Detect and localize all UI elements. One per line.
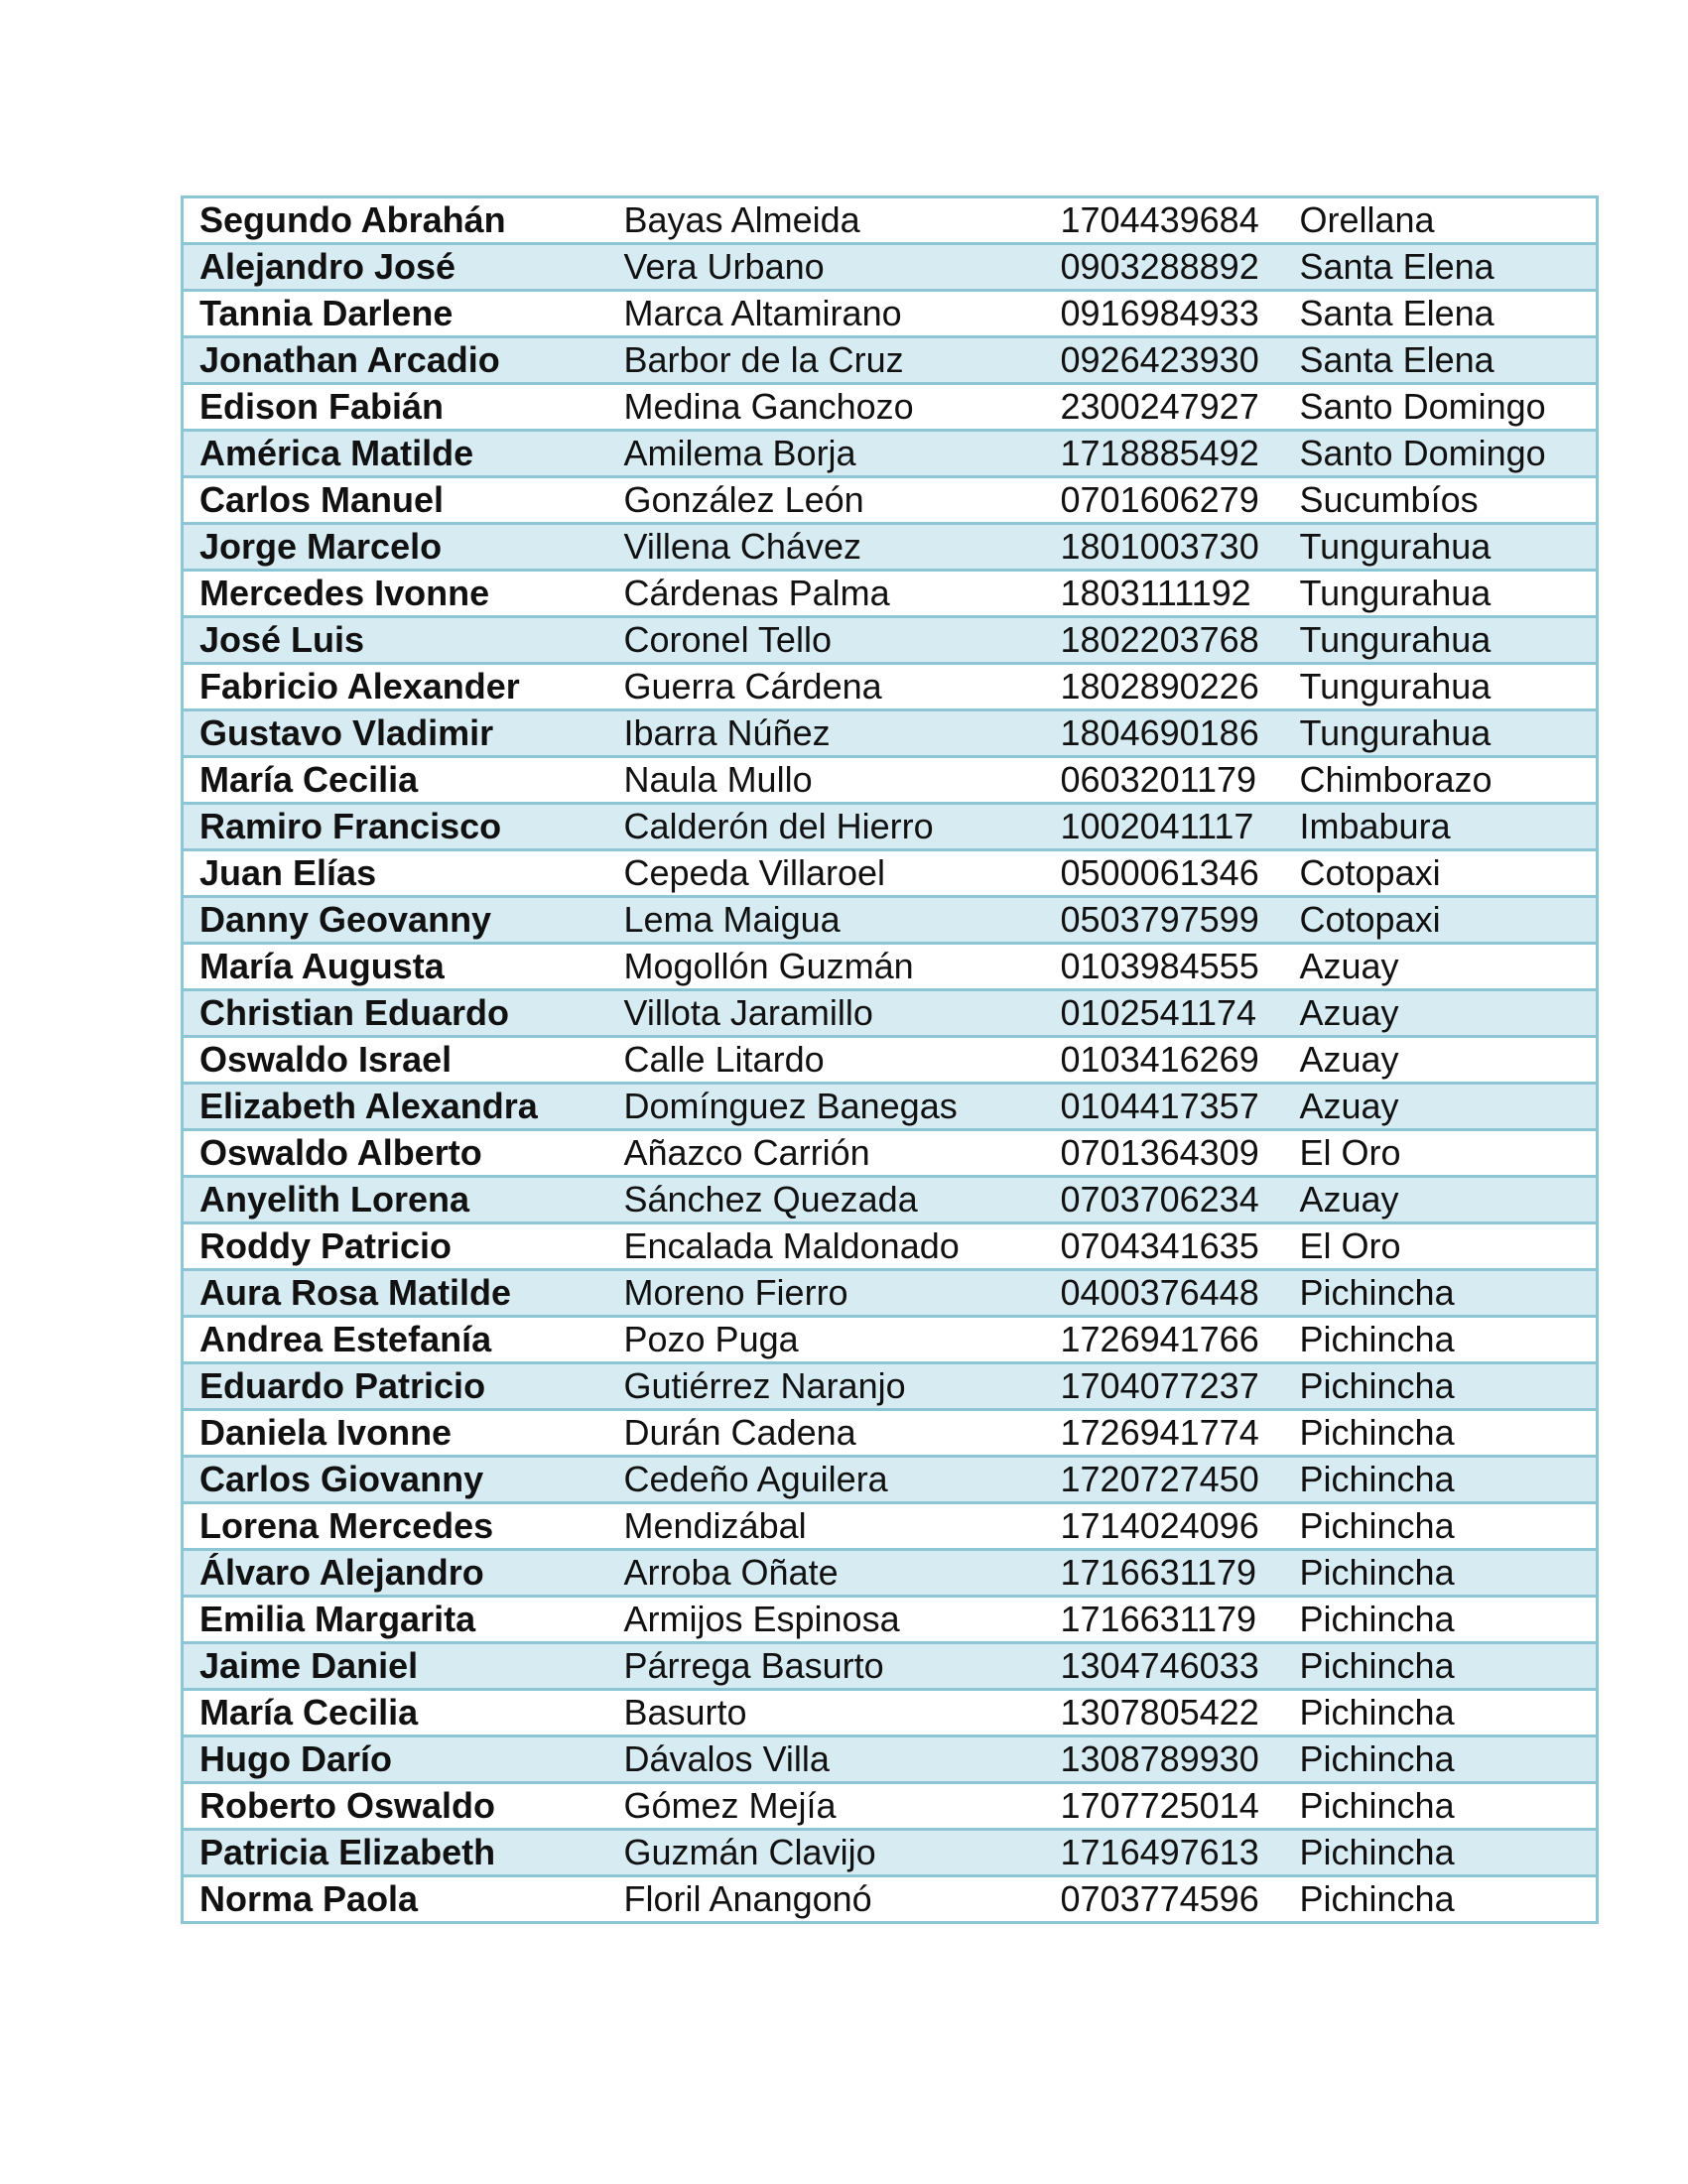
table-row (183, 477, 1598, 524)
last-name-cell: Arroba Oñate (608, 1550, 1043, 1597)
id-number-cell: 0103984555 (1043, 944, 1294, 990)
first-name-cell: Ramiro Francisco (183, 804, 608, 850)
table-row (183, 1270, 1598, 1317)
last-name-cell: Bayas Almeida (608, 197, 1043, 244)
province-cell: Pichincha (1294, 1736, 1598, 1783)
first-name-cell: Mercedes Ivonne (183, 571, 608, 617)
first-name-cell: Álvaro Alejandro (183, 1550, 608, 1597)
first-name-cell: Carlos Giovanny (183, 1457, 608, 1503)
last-name-cell: Gutiérrez Naranjo (608, 1363, 1043, 1410)
id-number-cell: 1804690186 (1043, 710, 1294, 757)
table-row (183, 1037, 1598, 1084)
province-cell: Pichincha (1294, 1503, 1598, 1550)
first-name-cell: Jonathan Arcadio (183, 337, 608, 384)
id-number-cell: 0704341635 (1043, 1223, 1294, 1270)
table-row (183, 1597, 1598, 1643)
province-cell: Pichincha (1294, 1410, 1598, 1457)
last-name-cell: Cárdenas Palma (608, 571, 1043, 617)
first-name-cell: Tannia Darlene (183, 291, 608, 337)
last-name-cell: Barbor de la Cruz (608, 337, 1043, 384)
id-number-cell: 1714024096 (1043, 1503, 1294, 1550)
province-cell: Santa Elena (1294, 244, 1598, 291)
id-number-cell: 1304746033 (1043, 1643, 1294, 1690)
first-name-cell: Gustavo Vladimir (183, 710, 608, 757)
first-name-cell: Lorena Mercedes (183, 1503, 608, 1550)
last-name-cell: Pozo Puga (608, 1317, 1043, 1363)
province-cell: Pichincha (1294, 1363, 1598, 1410)
first-name-cell: Edison Fabián (183, 384, 608, 431)
first-name-cell: Patricia Elizabeth (183, 1830, 608, 1876)
last-name-cell: Amilema Borja (608, 431, 1043, 477)
first-name-cell: Roberto Oswaldo (183, 1783, 608, 1830)
id-number-cell: 0703774596 (1043, 1876, 1294, 1923)
province-cell: Orellana (1294, 197, 1598, 244)
province-cell: Pichincha (1294, 1457, 1598, 1503)
province-cell: Cotopaxi (1294, 850, 1598, 897)
province-cell: Pichincha (1294, 1550, 1598, 1597)
table-row (183, 1457, 1598, 1503)
table-row (183, 1363, 1598, 1410)
id-number-cell: 1704077237 (1043, 1363, 1294, 1410)
id-number-cell: 1726941766 (1043, 1317, 1294, 1363)
last-name-cell: Guzmán Clavijo (608, 1830, 1043, 1876)
table-row (183, 1223, 1598, 1270)
first-name-cell: María Augusta (183, 944, 608, 990)
id-number-cell: 0400376448 (1043, 1270, 1294, 1317)
last-name-cell: Mogollón Guzmán (608, 944, 1043, 990)
last-name-cell: Basurto (608, 1690, 1043, 1736)
last-name-cell: Moreno Fierro (608, 1270, 1043, 1317)
last-name-cell: Cedeño Aguilera (608, 1457, 1043, 1503)
id-number-cell: 1718885492 (1043, 431, 1294, 477)
table-body (183, 197, 1598, 1923)
first-name-cell: Christian Eduardo (183, 990, 608, 1037)
table-row (183, 1643, 1598, 1690)
id-number-cell: 0603201179 (1043, 757, 1294, 804)
table-row (183, 897, 1598, 944)
first-name-cell: Aura Rosa Matilde (183, 1270, 608, 1317)
last-name-cell: Dávalos Villa (608, 1736, 1043, 1783)
id-number-cell: 1716631179 (1043, 1597, 1294, 1643)
last-name-cell: Gómez Mejía (608, 1783, 1043, 1830)
table-row (183, 571, 1598, 617)
id-number-cell: 0103416269 (1043, 1037, 1294, 1084)
table-row (183, 384, 1598, 431)
table-row (183, 804, 1598, 850)
last-name-cell: González León (608, 477, 1043, 524)
id-number-cell: 1802890226 (1043, 664, 1294, 710)
first-name-cell: Oswaldo Israel (183, 1037, 608, 1084)
table-row (183, 1084, 1598, 1130)
id-number-cell: 0701606279 (1043, 477, 1294, 524)
first-name-cell: Norma Paola (183, 1876, 608, 1923)
first-name-cell: José Luis (183, 617, 608, 664)
province-cell: Pichincha (1294, 1317, 1598, 1363)
province-cell: Santa Elena (1294, 337, 1598, 384)
last-name-cell: Domínguez Banegas (608, 1084, 1043, 1130)
province-cell: Azuay (1294, 944, 1598, 990)
last-name-cell: Villota Jaramillo (608, 990, 1043, 1037)
first-name-cell: Alejandro José (183, 244, 608, 291)
last-name-cell: Durán Cadena (608, 1410, 1043, 1457)
last-name-cell: Calle Litardo (608, 1037, 1043, 1084)
table-row (183, 1317, 1598, 1363)
id-number-cell: 0703706234 (1043, 1177, 1294, 1223)
last-name-cell: Párrega Basurto (608, 1643, 1043, 1690)
table-row (183, 1130, 1598, 1177)
province-cell: Azuay (1294, 990, 1598, 1037)
province-cell: Azuay (1294, 1177, 1598, 1223)
table-row (183, 1503, 1598, 1550)
province-cell: Pichincha (1294, 1643, 1598, 1690)
first-name-cell: América Matilde (183, 431, 608, 477)
id-number-cell: 1308789930 (1043, 1736, 1294, 1783)
first-name-cell: Emilia Margarita (183, 1597, 608, 1643)
first-name-cell: Oswaldo Alberto (183, 1130, 608, 1177)
id-number-cell: 0916984933 (1043, 291, 1294, 337)
table-row (183, 1550, 1598, 1597)
table-row (183, 1410, 1598, 1457)
first-name-cell: Eduardo Patricio (183, 1363, 608, 1410)
id-number-cell: 1726941774 (1043, 1410, 1294, 1457)
id-number-cell: 1716497613 (1043, 1830, 1294, 1876)
first-name-cell: Jaime Daniel (183, 1643, 608, 1690)
table-row (183, 197, 1598, 244)
province-cell: Tungurahua (1294, 710, 1598, 757)
province-cell: Tungurahua (1294, 524, 1598, 571)
table-row (183, 617, 1598, 664)
id-number-cell: 0926423930 (1043, 337, 1294, 384)
id-number-cell: 1707725014 (1043, 1783, 1294, 1830)
province-cell: Santo Domingo (1294, 431, 1598, 477)
last-name-cell: Cepeda Villaroel (608, 850, 1043, 897)
table-row (183, 524, 1598, 571)
province-cell: Tungurahua (1294, 664, 1598, 710)
id-number-cell: 1801003730 (1043, 524, 1294, 571)
id-number-cell: 1803111192 (1043, 571, 1294, 617)
first-name-cell: Jorge Marcelo (183, 524, 608, 571)
id-number-cell: 0701364309 (1043, 1130, 1294, 1177)
last-name-cell: Marca Altamirano (608, 291, 1043, 337)
first-name-cell: Carlos Manuel (183, 477, 608, 524)
last-name-cell: Mendizábal (608, 1503, 1043, 1550)
table-row (183, 431, 1598, 477)
table-row (183, 850, 1598, 897)
id-number-cell: 1720727450 (1043, 1457, 1294, 1503)
last-name-cell: Armijos Espinosa (608, 1597, 1043, 1643)
last-name-cell: Encalada Maldonado (608, 1223, 1043, 1270)
table-row (183, 757, 1598, 804)
table-row (183, 1830, 1598, 1876)
last-name-cell: Floril Anangonó (608, 1876, 1043, 1923)
province-cell: Sucumbíos (1294, 477, 1598, 524)
table-row (183, 1736, 1598, 1783)
people-table (181, 195, 1599, 1924)
id-number-cell: 0102541174 (1043, 990, 1294, 1037)
first-name-cell: Roddy Patricio (183, 1223, 608, 1270)
province-cell: Cotopaxi (1294, 897, 1598, 944)
table-row (183, 664, 1598, 710)
last-name-cell: Añazco Carrión (608, 1130, 1043, 1177)
last-name-cell: Vera Urbano (608, 244, 1043, 291)
first-name-cell: María Cecilia (183, 1690, 608, 1736)
province-cell: El Oro (1294, 1223, 1598, 1270)
last-name-cell: Lema Maigua (608, 897, 1043, 944)
first-name-cell: Hugo Darío (183, 1736, 608, 1783)
province-cell: Tungurahua (1294, 571, 1598, 617)
province-cell: Santo Domingo (1294, 384, 1598, 431)
province-cell: Pichincha (1294, 1876, 1598, 1923)
table-row (183, 291, 1598, 337)
last-name-cell: Ibarra Núñez (608, 710, 1043, 757)
province-cell: Azuay (1294, 1084, 1598, 1130)
last-name-cell: Naula Mullo (608, 757, 1043, 804)
province-cell: El Oro (1294, 1130, 1598, 1177)
first-name-cell: Andrea Estefanía (183, 1317, 608, 1363)
last-name-cell: Sánchez Quezada (608, 1177, 1043, 1223)
province-cell: Tungurahua (1294, 617, 1598, 664)
province-cell: Imbabura (1294, 804, 1598, 850)
province-cell: Pichincha (1294, 1783, 1598, 1830)
id-number-cell: 0903288892 (1043, 244, 1294, 291)
first-name-cell: Danny Geovanny (183, 897, 608, 944)
first-name-cell: María Cecilia (183, 757, 608, 804)
first-name-cell: Elizabeth Alexandra (183, 1084, 608, 1130)
province-cell: Azuay (1294, 1037, 1598, 1084)
table-row (183, 1690, 1598, 1736)
id-number-cell: 0104417357 (1043, 1084, 1294, 1130)
province-cell: Pichincha (1294, 1597, 1598, 1643)
id-number-cell: 1802203768 (1043, 617, 1294, 664)
first-name-cell: Segundo Abrahán (183, 197, 608, 244)
last-name-cell: Coronel Tello (608, 617, 1043, 664)
province-cell: Pichincha (1294, 1270, 1598, 1317)
province-cell: Pichincha (1294, 1690, 1598, 1736)
table-row (183, 944, 1598, 990)
first-name-cell: Anyelith Lorena (183, 1177, 608, 1223)
id-number-cell: 0500061346 (1043, 850, 1294, 897)
first-name-cell: Fabricio Alexander (183, 664, 608, 710)
id-number-cell: 2300247927 (1043, 384, 1294, 431)
province-cell: Chimborazo (1294, 757, 1598, 804)
id-number-cell: 1307805422 (1043, 1690, 1294, 1736)
id-number-cell: 1002041117 (1043, 804, 1294, 850)
last-name-cell: Calderón del Hierro (608, 804, 1043, 850)
table-row (183, 1177, 1598, 1223)
table-row (183, 337, 1598, 384)
table-row (183, 990, 1598, 1037)
id-number-cell: 0503797599 (1043, 897, 1294, 944)
table-row (183, 710, 1598, 757)
province-cell: Santa Elena (1294, 291, 1598, 337)
first-name-cell: Daniela Ivonne (183, 1410, 608, 1457)
first-name-cell: Juan Elías (183, 850, 608, 897)
last-name-cell: Medina Ganchozo (608, 384, 1043, 431)
last-name-cell: Villena Chávez (608, 524, 1043, 571)
id-number-cell: 1716631179 (1043, 1550, 1294, 1597)
province-cell: Pichincha (1294, 1830, 1598, 1876)
last-name-cell: Guerra Cárdena (608, 664, 1043, 710)
table-row (183, 1783, 1598, 1830)
id-number-cell: 1704439684 (1043, 197, 1294, 244)
table-row (183, 244, 1598, 291)
table-row (183, 1876, 1598, 1923)
